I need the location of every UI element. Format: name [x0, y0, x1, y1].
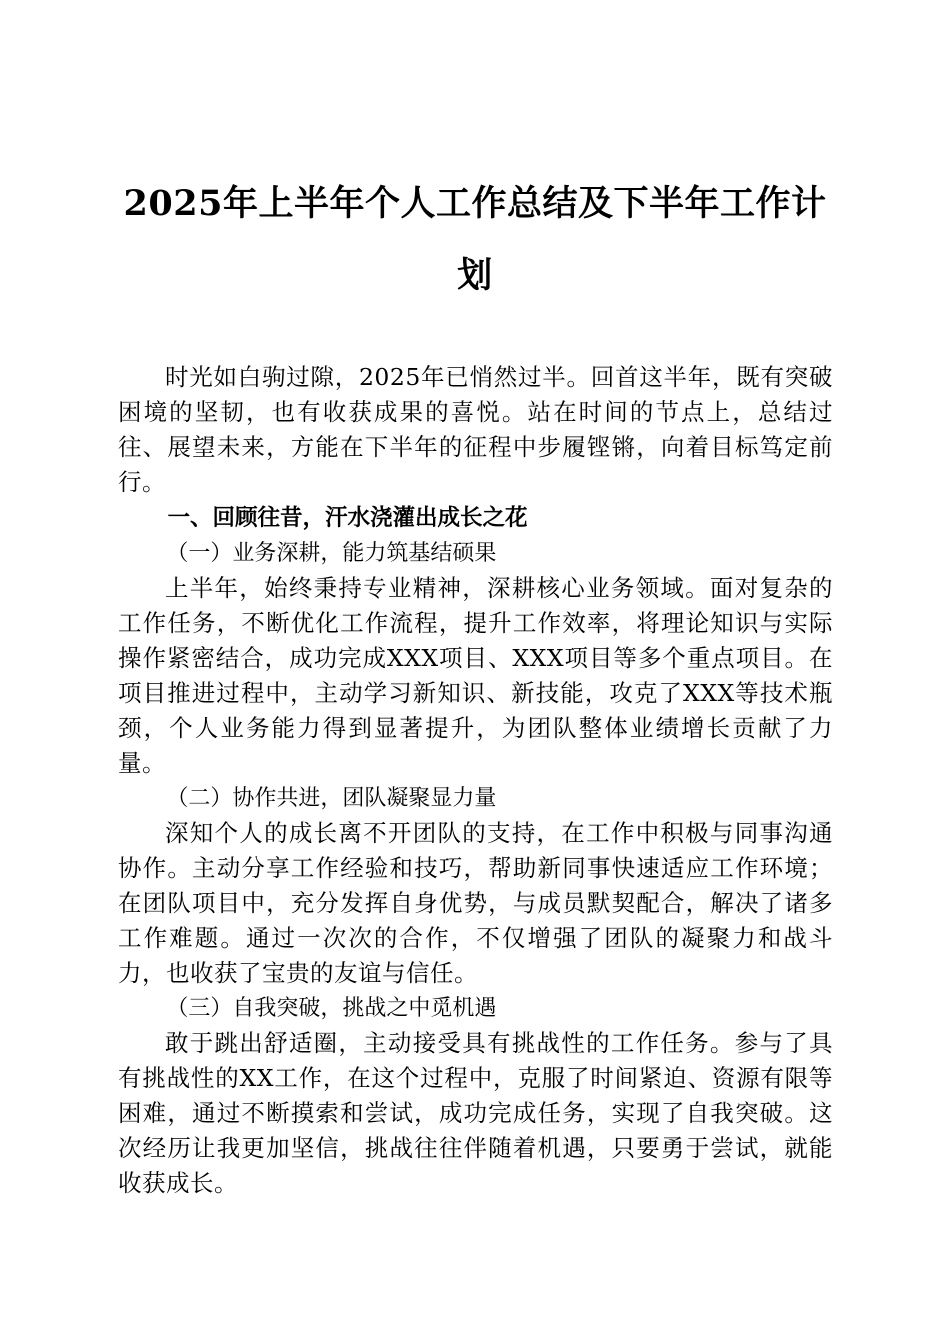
document-title: 2025年上半年个人工作总结及下半年工作计划 — [123, 183, 827, 296]
subsection-heading-business: （一）业务深耕，能力筑基结硕果 — [166, 541, 497, 566]
section-heading-review: 一、回顾往昔，汗水浇灌出成长之花 — [167, 505, 528, 531]
intro-paragraph: 时光如白驹过隙，2025年已悄然过半。回首这半年，既有突破困境的坚韧，也有收获成果的喜悦。站在时间的节点上，总结过往、展望未来，方能在下半年的征程中步履铿锵，向着目标笃定前行。 — [118, 363, 833, 496]
breakthrough-paragraph: 敢于跳出舒适圈，主动接受具有挑战性的工作任务。参与了具有挑战性的XX工作，在这个过程中，克服了时间紧迫、资源有限等困难，通过不断摸索和尝试，成功完成任务，实现了自我突破。这次经历让我更加坚信，挑战往往伴随着机遇，只要勇于尝试，就能收获成长。 — [118, 1029, 833, 1197]
subsection-heading-breakthrough: （三）自我突破，挑战之中觅机遇 — [166, 996, 497, 1021]
teamwork-paragraph: 深知个人的成长离不开团队的支持，在工作中积极与同事沟通协作。主动分享工作经验和技巧，帮助新同事快速适应工作环境；在团队项目中，充分发挥自身优势，与成员默契配合，解决了诸多工作难题。通过一次次的合作，不仅增强了团队的凝聚力和战斗力，也收获了宝贵的友谊与信任。 — [118, 819, 833, 987]
business-paragraph: 上半年，始终秉持专业精神，深耕核心业务领域。面对复杂的工作任务，不断优化工作流程，提升工作效率，将理论知识与实际操作紧密结合，成功完成XXX项目、XXX项目等多个重点项目。在项目推进过程中，主动学习新知识、新技能，攻克了XXX等技术瓶颈，个人业务能力得到显著提升，为团队整体业绩增长贡献了力量。 — [118, 574, 833, 777]
document-body — [118, 360, 833, 1201]
subsection-heading-teamwork: （二）协作共进，团队凝聚显力量 — [166, 786, 497, 811]
